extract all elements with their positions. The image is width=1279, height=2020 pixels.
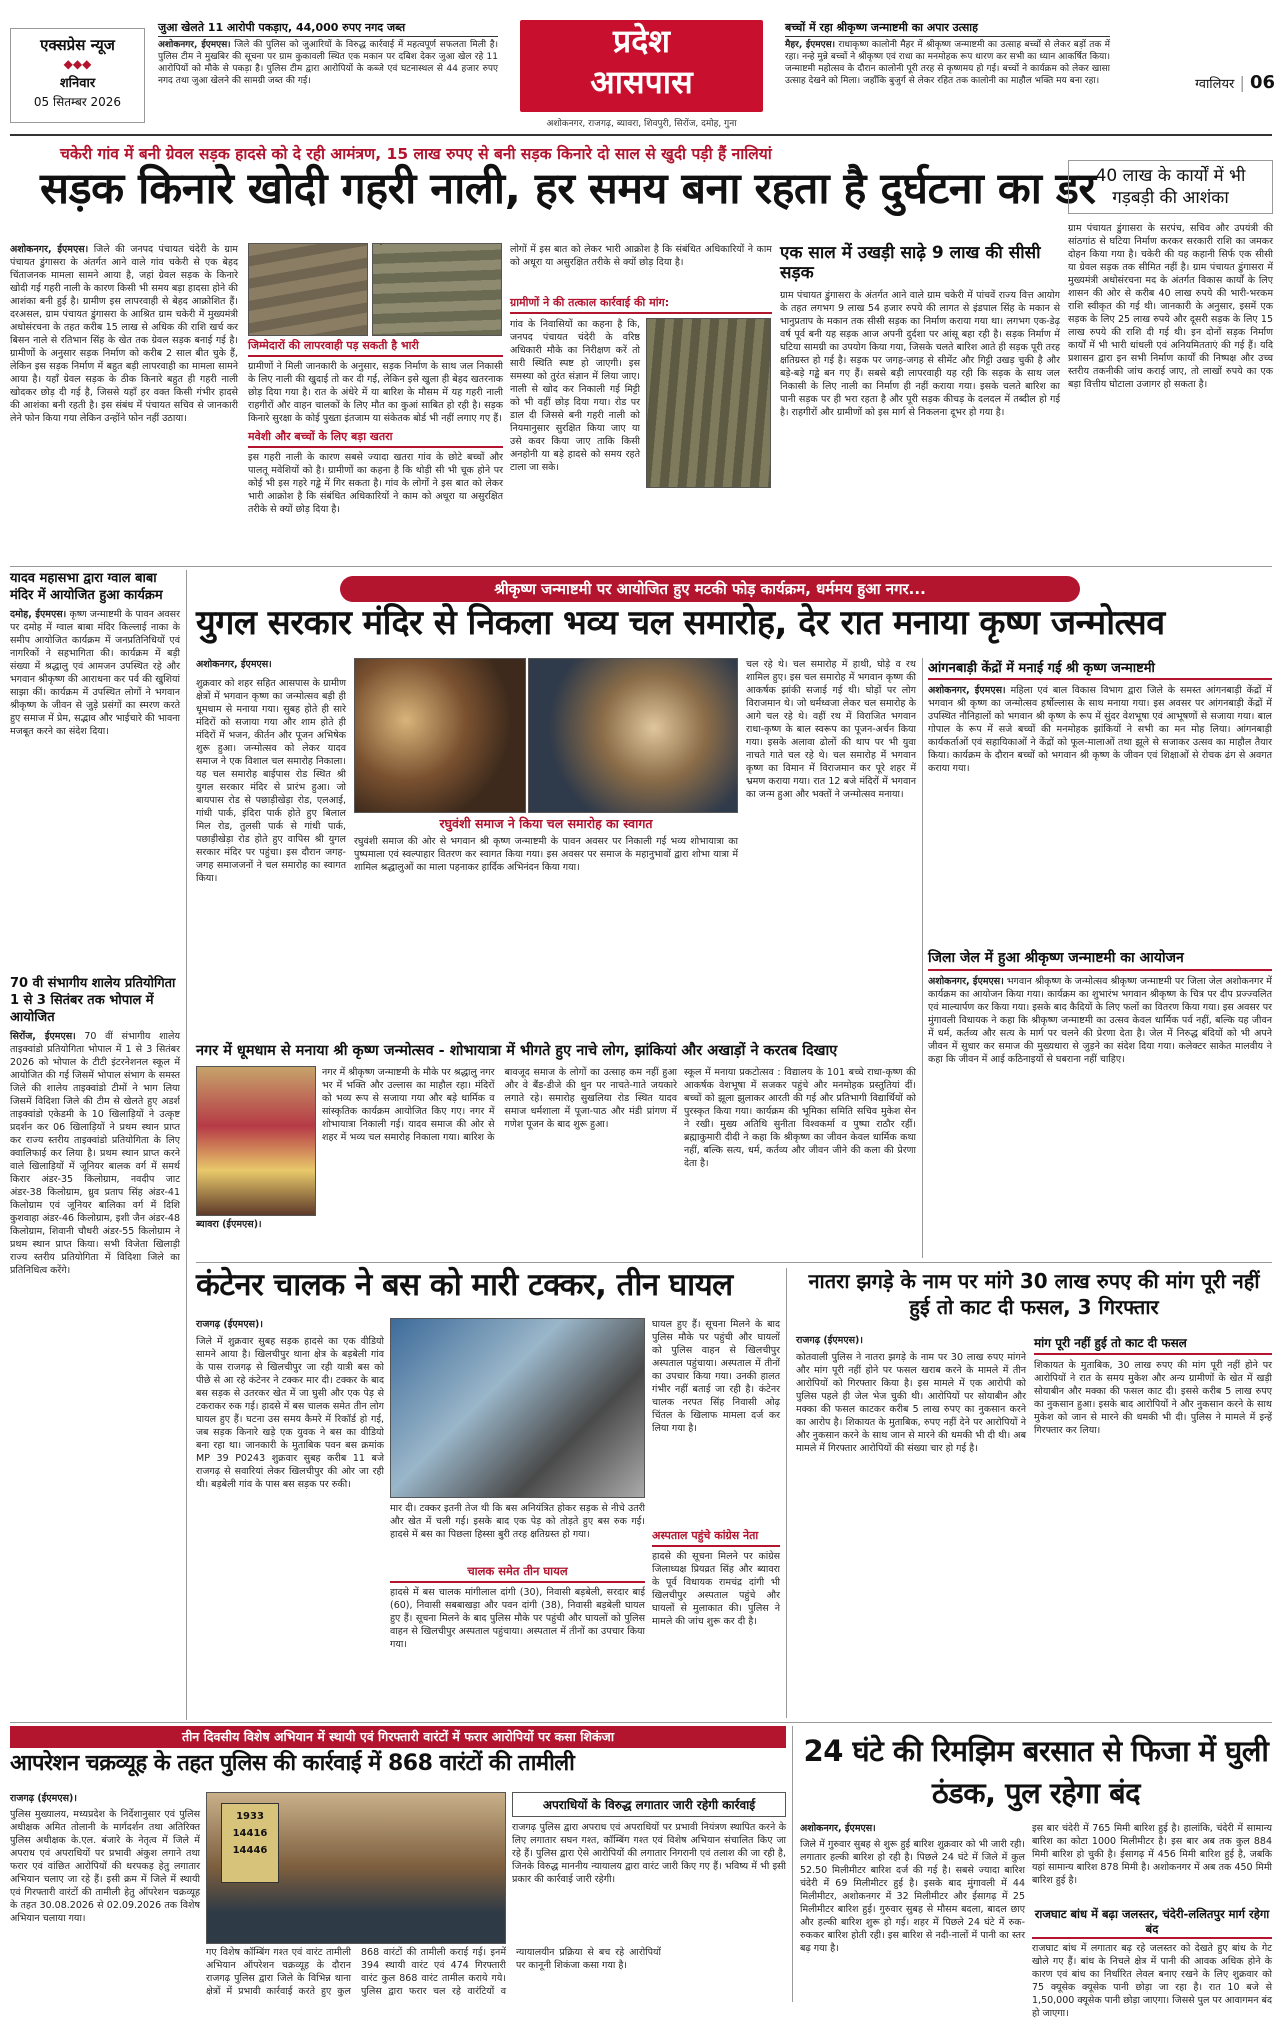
yugal-photo-caption xyxy=(354,815,738,1034)
warrant-body2: गए विशेष कॉम्बिंग गश्त एवं वारंट तामीली अभियान ऑपरेशन चक्रव्यूह के दौरान राजगढ़ पुलिस द्वारा जिले के विभिन्न थाना क्षेत्रों में प्रभावी कार्रवाई करते हुए कुल 868 वारंटों की तामीली कराई गई। इनमें 394 स्थायी वारंट एवं 474 गिरफ्तारी वारंट कुल 868 वारंट तामील कराये गये। पुलिस द्वारा फरार चल रहे वारंटियों व न्यायालयीन प्रक्रिया से बच रहे आरोपियों पर कानूनी शिकंजा कसा गया है। xyxy=(206,1947,661,1997)
jail-dateline: अशोकनगर, ईएमएस। xyxy=(928,976,1004,987)
sports-body: 70 वीं संभागीय शालेय ताइक्वांडो प्रतियोगिता भोपाल में 1 से 3 सितंबर 2026 को भोपाल के टीटी इंटरनेशनल स्कूल में आयोजित की गई जिसमें भोपाल संभाग के समस्त जिले की शालेय ताइक्वांडो टीमों ने भाग लिया जिसमें विदिशा जिले की टीम से खेलते हुए अडर्श ताइक्वांडो एकेडमी के 10 खिलाड़ियों ने उत्कृष्ट प्रदर्शन कर 06 खिलाड़ियों ने प्रथम स्थान प्राप्त कर राज्य स्तरीय ताइक्वांडो प्रतियोगिता के लिए क्वालिफाई कर लिया है। प्रथम स्थान प्राप्त करने वाले खिलाड़ियों में जूनियर बालक वर्ग में समर्थ किरार अंडर-35 किलोग्राम, नवदीप जाट अंडर-38 किलोग्राम, ध्रुव प्रताप सिंह अंडर-41 किलोग्राम एवं जूनियर बालिका वर्ग में दिशि कुशवाहा अंडर-46 किलोग्राम, इशी जैन अंडर-48 किलोग्राम, शिवानी चौधरी अंडर-55 किलोग्राम ने प्रथम स्थान प्राप्त किया। सभी विजेता खिलाड़ी राज्य स्तरीय प्रतियोगिता में विदिशा जिले का प्रतिनिधित्व करेंगे। xyxy=(10,1031,180,1276)
board-line-1: 1933 xyxy=(236,1811,264,1822)
masthead-brand-box xyxy=(10,28,145,123)
nagar-body2: स्कूल में मनाया प्रकटोत्सव : विद्यालय के 101 बच्चे राधा-कृष्ण की आकर्षक वेशभूषा में सजकर पहुंचे और मनमोहक प्रस्तुतियां दीं। बच्चों को झूला झुलाकर आरती की गई और प्रतिभागी विद्यार्थियों को पुरस्कृत किया गया। कार्यक्रम की भूमिका समिति सचिव मुकेश सेन ने रखी। मुख्य अतिथि सुनीता विश्वकर्मा व पुष्पा राठौर रहीं। ब्रह्माकुमारी दीदी ने कहा कि श्रीकृष्ण का जीवन केवल धार्मिक कथा नहीं, बल्कि सत्य, धर्म, कर्तव्य और जीवन जीने की कला की प्रेरणा देता है। xyxy=(684,1067,916,1169)
story1-sub3: ग्रामीणों ने की तत्काल कार्रवाई की मांग: xyxy=(510,295,772,314)
yadav-body: कृष्ण जन्माष्टमी के पावन अवसर पर दमोह में ग्वाल बाबा मंदिर किल्लाई नाका के समीप आयोजित कार्यक्रम में जनप्रतिनिधियों एवं नागरिकों ने सहभागिता की। कार्यक्रम में बड़ी संख्या में श्रद्धालु एवं आमजन उपस्थित रहे और भगवान श्रीकृष्ण की आराधना कर पर्व की खुशियां साझा कीं। कार्यक्रम में उपस्थित लोगों ने भगवान श्रीकृष्ण के जीवन से जुड़े प्रसंगों का स्मरण करते हुए समाज में प्रेम, सद्भाव और भाईचारे की भावना मजबूत करने का संदेश दिया। xyxy=(10,609,180,737)
story3-headline: 40 लाख के कार्यों में भी गड़बड़ी की आशंका xyxy=(1068,160,1273,214)
board-line-2: 14416 xyxy=(232,1828,268,1839)
brief-headline: जुआ खेलते 11 आरोपी पकड़ाए, 44,000 रुपए नगद जब्त xyxy=(158,20,498,37)
masthead-date: 05 सितम्बर 2026 xyxy=(33,95,122,109)
sports-headline: 70 वी संभागीय शालेय प्रतियोगिता 1 से 3 सितंबर तक भोपाल में आयोजित xyxy=(10,976,176,1025)
story1-body2: ग्रामीणों ने मिली जानकारी के अनुसार, सड़क निर्माण के साथ जल निकासी के लिए नाली की खुदाई तो कर दी गई, लेकिन इसे खुला ही बेहद खतरनाक छोड़ दिया गया है। रात के अंधेरे में या बारिश के मौसम में यह गहरी नाली राहगीरों और वाहन चालकों के लिए मौत का कुआं साबित हो रही है। सड़क किनारे सुरक्षा के कोई पुख्ता इंतजाम या संकेतक बोर्ड भी नहीं लगाए गए हैं। xyxy=(248,361,503,424)
board-line-3: 14446 xyxy=(232,1845,268,1856)
anganwadi-dateline: अशोकनगर, ईएमएस। xyxy=(928,685,1006,696)
jail-headline: जिला जेल में हुआ श्रीकृष्ण जन्माष्टमी का आयोजन xyxy=(928,948,1272,971)
yugal-photo-procession xyxy=(354,658,526,813)
yugal-headline: युगल सरकार मंदिर से निकला भव्य चल समारोह, देर रात मनाया कृष्ण जन्मोत्सव xyxy=(196,603,1165,643)
brief-dateline-right: मैहर, ईएमएस। xyxy=(785,40,836,50)
nagar-dateline: ब्यावरा (ईएमएस)। xyxy=(196,1219,262,1230)
warrant-sub1: अपराधियों के विरुद्ध लगातार जारी रहेगी कार्रवाई xyxy=(512,1792,786,1817)
warrant-col1 xyxy=(10,1792,200,2002)
story-jail xyxy=(928,948,1272,1258)
nata-headline: नातरा झगड़े के नाम पर मांगे 30 लाख रुपए की मांग पूरी नहीं हुई तो काट दी फसल, 3 गिरफ्तार xyxy=(808,1269,1260,1319)
nata-sub1: मांग पूरी नहीं हुई तो काट दी फसल xyxy=(1034,1334,1272,1355)
diamond-icon: ◆◆◆ xyxy=(63,57,92,71)
masthead-city: ग्वालियर xyxy=(1195,77,1235,92)
sports-dateline: सिरोंज, ईएमएस। xyxy=(10,1031,76,1042)
nagar-photo-krishna xyxy=(196,1066,316,1216)
story2-headline: एक साल में उखड़ी साढ़े 9 लाख की सीसी सड़क xyxy=(780,243,1041,283)
rain-body2: इस बार चंदेरी में 765 मिमी बारिश हुई है। हालांकि, चंदेरी में सामान्य बारिश का कोटा 1000 मिलीमीटर है। इस बार अब तक कुल 884 मिमी बारिश हो चुकी है। ईसागढ़ में 456 मिमी बारिश हुई है, जबकि यहां सामान्य बारिश 878 मिमी है। अशोकनगर में अब तक 450 मिमी बारिश हुई है। xyxy=(1032,1823,1272,1886)
bus-photo xyxy=(390,1318,645,1498)
janmashtami-band: श्रीकृष्ण जन्माष्टमी पर आयोजित हुए मटकी फोड़ कार्यक्रम, धर्ममय हुआ नगर... xyxy=(340,576,1080,602)
warrant-band: तीन दिवसीय विशेष अभियान में स्थायी एवं गिरफ्तारी वारंटों में फरार आरोपियों पर कसा शिकंजा xyxy=(10,1726,786,1748)
yugal-body: शुक्रवार को शहर सहित आसपास के ग्रामीण क्षेत्रों में भगवान कृष्ण का जन्मोत्सव बड़ी ही धूमधाम से मनाया गया। सुबह होते ही सारे मंदिरों को सजाया गया और शाम होते ही मंदिरों में भजन, कीर्तन और पूजन अभिषेक शुरू हुआ। जन्मोत्सव को लेकर यादव समाज ने एक विशाल चल समारोह निकाला। यह चल समारोह बाईपास रोड स्थित श्री युगल सरकार मंदिर से प्रारंभ हुआ। जो बायपास रोड से पछाड़ीखेड़ा रोड, एलआई, गांधी पार्क, इंदिरा पार्क होते हुए बिलाल मिल रोड, तुलसी पार्क से गांधी पार्क, पछाड़ीखेड़ा रोड होते हुए वापिस श्री युगल सरकार मंदिर पर पहुंचा। इस दौरान जगह-जगह समाजजनों ने चल समारोह का स्वागत किया। xyxy=(196,678,346,884)
bus-body3: हादसे में बस चालक मांगीलाल दांगी (30), निवासी बड़बेली, सरदार बाई (60), निवासी सबबाखड़ा और पवन दांगी (38), निवासी बड़बेली घायल हुए हैं। सूचना मिलने के बाद पुलिस मौके पर पहुंची और घायलों को पुलिस वाहन से खिलचीपुर अस्पताल पहुंचाया। अस्पताल में तीनों का उपचार किया गया। xyxy=(390,1587,645,1650)
warrant-body: पुलिस मुख्यालय, मध्यप्रदेश के निर्देशानुसार एवं पुलिस अधीक्षक अमित तोलानी के मार्गदर्शन तथा अतिरिक्त पुलिस अधीक्षक के.एल. बंजारे के नेतृत्व में जिले में अपराध एवं अपराधियों पर प्रभावी अंकुश लगाने तथा फरार एवं वांछित आरोपियों की धरपकड़ हेतु लगातार अभियान चलाए जा रहे हैं। इसी क्रम में जिले में स्थायी एवं गिरफ्तारी वारंटों की तामीली हेतु ऑपरेशन चक्रव्यूह के तहत 30.08.2026 से 02.09.2026 तक विशेष अभियान चलाया गया। xyxy=(10,1809,200,1924)
anganwadi-body: महिला एवं बाल विकास विभाग द्वारा जिले के समस्त आंगनबाड़ी केंद्रों में भगवान श्री कृष्ण का जन्मोत्सव हर्षोल्लास के साथ मनाया गया। इस अवसर पर आंगनबाड़ी केंद्रों में उपस्थित नौनिहालों को भगवान श्री कृष्ण के रूप में सुंदर वेशभूषा एवं आभूषणों से सजाया गया। बाल गोपाल के रूप में सजे बच्चों की मनमोहक झांकियों ने सभी का मन मोह लिया। आंगनबाड़ी कार्यकर्ताओं एवं सहायिकाओं ने केंद्रों को फूल-मालाओं तथा झूले से सजाकर उत्सव का माहौल तैयार किया। कार्यक्रम के दौरान बच्चों को भगवान श्री कृष्ण के जीवन एवं शिक्षाओं से रोचक ढंग से अवगत कराया गया। xyxy=(928,685,1272,774)
section-banner xyxy=(520,20,763,132)
story1-body3: इस गहरी नाली के कारण सबसे ज्यादा खतरा गांव के छोटे बच्चों और पालतू मवेशियों को है। ग्रामीणों का कहना है कि थोड़ी सी भी चूक होने पर कोई भी इस गहरे गड्ढे में गिर सकता है। गांव के लोगों ने इस बात को लेकर भारी आक्रोश है कि संबंधित अधिकारियों ने काम को अधूरा या असुरक्षित तरीके से क्यों छोड़ दिया है। xyxy=(248,452,503,515)
story3-box xyxy=(1068,160,1273,561)
top-right-brief xyxy=(785,20,1110,122)
story-yadav xyxy=(10,570,180,970)
bus-sub1-wrap xyxy=(390,1564,645,1714)
story1-sub1: जिम्मेदारों की लापरवाही पड़ सकती है भारी xyxy=(248,338,503,357)
warrant-photo xyxy=(206,1792,506,1944)
rain-headline: 24 घंटे की रिमझिम बरसात से फिजा में घुली ठंडक, पुल रहेगा बंद xyxy=(803,1734,1269,1810)
nata-body: कोतवाली पुलिस ने नातरा झगड़े के नाम पर 30 लाख रुपए मांगने और मांग पूरी नहीं होने पर फसल खराब करने के मामले में तीन आरोपियों को गिरफ्तार किया है। इस मामले में एक आरोपी को पुलिस पहले ही जेल भेज चुकी थी। आरोपियों पर सोयाबीन और मक्का की फसल काटकर करीब 5 लाख रुपए का नुकसान करने का आरोप है। शिकायत के मुताबिक, रुपए नहीं देने पर आरोपियों ने और नुकसान करने के साथ जान से मारने की धमकी भी दी थी। अब मामले में गिरफ्तार आरोपियों की संख्या चार हो गई है। xyxy=(796,1352,1026,1454)
warrant-headline: आपरेशन चक्रव्यूह के तहत पुलिस की कार्रवाई में 868 वारंटों की तामीली xyxy=(10,1751,575,1776)
brief-headline-right: बच्चों में रहा श्रीकृष्ण जन्माष्टमी का अपार उत्साह xyxy=(785,20,1110,37)
brief-body-right: राधाकृष्ण कालोनी मैहर में श्रीकृष्ण जन्माष्टमी का उत्साह बच्चों से लेकर बड़ों तक में रहा। नन्हे मुन्ने बच्चों ने श्रीकृष्ण एवं राधा का मनमोहक रूप धारण कर सभी का ध्यान आकर्षित किया। जन्माष्टमी महोत्सव के दौरान कालोनी पूरी तरह से कृष्णमय हो गई। बच्चों ने कार्यक्रम को लेकर खासा उत्साह देखने को मिला। जहाँकि बुजुर्ग से लेकर रहित तक कालोनी का माहौल भक्ति मय बना रहा। xyxy=(785,40,1110,86)
story1-sub2: मवेशी और बच्चों के लिए बड़ा खतरा xyxy=(248,429,503,448)
warrant-col3 xyxy=(512,1792,786,2002)
story2-box xyxy=(780,243,1060,561)
nata-dateline: राजगढ़ (ईएमएस)। xyxy=(796,1335,863,1346)
story1-headline: सड़क किनारे खोदी गहरी नाली, हर समय बना रहता है दुर्घटना का डर xyxy=(40,164,1096,214)
bus-dateline: राजगढ़ (ईएमएस)। xyxy=(196,1319,263,1330)
yugal-col1 xyxy=(196,658,346,1034)
bus-col1 xyxy=(196,1318,384,1718)
rain-col2 xyxy=(1032,1822,1272,2019)
bus-sub1: चालक समेत तीन घायल xyxy=(390,1564,645,1583)
rain-body: जिले में गुरुवार सुबह से शुरू हुई बारिश शुक्रवार को भी जारी रही। लगातार हल्की बारिश हो रही है। पिछले 24 घंटे में जिले में कुल 52.50 मिलीमीटर बारिश दर्ज की गई है। सबसे ज्यादा बारिश चंदेरी में 69 मिलीमीटर हुई है। इसके बाद मुंगावली में 44 मिलीमीटर, अशोकनगर में 32 मिलीमीटर और ईसागढ़ में 25 मिलीमीटर बारिश हुई। गुरुवार सुबह से मौसम बदला, बादल छाए और हल्की बारिश शुरू हो गई। शहर में पिछले 24 घंटे में रुक-रुककर बारिश होती रही। इस बारिश से नदी-नालों में पानी का स्तर बढ़ गया है। xyxy=(800,1839,1025,1954)
bus-body2: मार दी। टक्कर इतनी तेज थी कि बस अनियंत्रित होकर सड़क से नीचे उतरी और खेत में चली गई। इसके बाद एक पेड़ को तोड़ते हुए बस रुक गई। हादसे में बस का पिछला हिस्सा बुरी तरह क्षतिग्रस्त हो गया। xyxy=(390,1503,645,1540)
page-city-number: ग्वालियर | 06 xyxy=(1195,72,1275,93)
rain-dateline: अशोकनगर, ईएमएस। xyxy=(800,1823,876,1834)
story1-kicker: चकेरी गांव में बनी ग्रेवल सड़क हादसे को दे रही आमंत्रण, 15 लाख रुपए से बनी सड़क किनारे दो साल से खुदी पड़ी हैं नालियां xyxy=(60,145,772,163)
bus-body: जिले में शुक्रवार सुबह सड़क हादसे का एक वीडियो सामने आया है। खिलचीपुर थाना क्षेत्र के बड़बेली गांव के पास राजगढ़ से खिलचीपुर जा रही यात्री बस को पीछे से आ रहे कंटेनर ने टक्कर मार दी। टक्कर के बाद बस सड़क से उतरकर खेत में जा घुसी और एक पेड़ से टकराकर रुक गई। हादसे में बस चालक समेत तीन लोग घायल हुए हैं। घटना उस समय कैमरे में रिकॉर्ड हो गई, जब सड़क किनारे खड़े एक युवक ने बस का वीडियो बना रहा था। जानकारी के मुताबिक पवन बस क्रमांक MP 39 P0243 शुक्रवार सुबह करीब 11 बजे राजगढ़ से सवारियां लेकर खिलचीपुर की ओर जा रही थी। बड़बेली गांव के पास बस सड़क पर रुकी। xyxy=(196,1336,384,1490)
warrant-dateline: राजगढ़ (ईएमएस)। xyxy=(10,1793,77,1804)
jail-body: भगवान श्रीकृष्ण के जन्मोत्सव श्रीकृष्ण जन्माष्टमी पर जिला जेल अशोकनगर में कार्यक्रम का आयोजन किया गया। कार्यक्रम का शुभारंभ भगवान श्रीकृष्ण के चित्र पर दीप प्रज्ज्वलित एवं माल्यार्पण कर किया गया। इसके बाद कैदियों के लिए फलों का वितरण किया गया। इस अवसर पर मुंगावली विधायक ने कहा कि श्रीकृष्ण जन्माष्टमी का उत्सव केवल धार्मिक पर्व नहीं, बल्कि यह जीवन में धर्म, कर्तव्य और सत्य के मार्ग पर चलने की प्रेरणा देता है। जेल में निरुद्ध बंदियों को भी अपने जीवन में सुधार कर समाज की मुख्यधारा से जुड़ने का संदेश दिया गया। कलेक्टर साकेत मालवीय ने कहा कि जीवन में आई कठिनाइयों से घबराना नहीं चाहिए। xyxy=(928,976,1272,1065)
story1-col3 xyxy=(510,243,772,561)
section-districts: अशोकनगर, राजगढ़, ब्यावरा, शिवपुरी, सिरोंज, दमोह, गुना xyxy=(546,119,737,129)
story-anganwadi xyxy=(928,658,1272,944)
yadav-dateline: दमोह, ईएमएस। xyxy=(10,609,67,620)
bus-body3b: घायल हुए हैं। सूचना मिलने के बाद पुलिस मौके पर पहुंची और घायलों को पुलिस वाहन से खिलचीपुर अस्पताल पहुंचाया। अस्पताल में तीनों का उपचार किया गया। उनकी हालत गंभीर नहीं बताई जा रही है। कंटेनर चालक नरपत सिंह निवासी ओढ़ चिंतल के खिलाफ मामला दर्ज कर लिया गया है। xyxy=(652,1319,780,1434)
story1-photo-road-1 xyxy=(248,243,368,336)
brand-name: एक्सप्रेस न्यूज xyxy=(40,36,115,54)
yugal-caption-head: रघुवंशी समाज ने किया चल समारोह का स्वागत xyxy=(439,816,653,831)
section-title-2: आसपास xyxy=(590,63,693,101)
story1-dateline: अशोकनगर, ईएमएस। xyxy=(10,244,89,255)
rain-col1 xyxy=(800,1822,1025,2002)
nata-col2 xyxy=(1034,1334,1272,1718)
bus-body4: हादसे की सूचना मिलने पर कांग्रेस जिलाध्यक्ष प्रियव्रत सिंह और ब्यावरा के पूर्व विधायक रामचंद्र दांगी भी खिलचीपुर अस्पताल पहुंचे और घायलों से मुलाकात की। पुलिस ने मामले की जांच शुरू कर दी है। xyxy=(652,1551,780,1627)
story1-body4: गांव के निवासियों का कहना है कि, जनपद पंचायत चंदेरी के वरिष्ठ अधिकारी मौके का निरीक्षण करें तो सारी स्थिति स्पष्ट हो जाएगी। इस समस्या को तुरंत संज्ञान में लिया जाए। नाली से खोद कर निकाली गई मिट्टी को भी वहीं छोड़ दिया गया। रोड पर डाल दी जिससे बनी गहरी नाली को नियमानुसार सुरक्षित किया जाए या उसे कवर किया जाए ताकि किसी अनहोनी या बड़े हादसे को समय रहते टाला जा सके। xyxy=(510,319,640,473)
anganwadi-headline: आंगनबाड़ी केंद्रों में मनाई गई श्री कृष्ण जन्माष्टमी xyxy=(928,658,1272,680)
yadav-headline: यादव महासभा द्वारा ग्वाल बाबा मंदिर में आयोजित हुआ कार्यक्रम xyxy=(10,571,163,603)
story-sports xyxy=(10,975,180,1715)
bus-sub2: अस्पताल पहुंचे कांग्रेस नेता xyxy=(652,1528,780,1547)
story1-body3b: लोगों में इस बात को लेकर भारी आक्रोश है कि संबंधित अधिकारियों ने काम को अधूरा या असुरक्षित तरीके से क्यों छोड़ दिया है। xyxy=(510,244,772,268)
story1-text: जिले की जनपद पंचायत चंदेरी के ग्राम पंचायत डुंगासरा के अंतर्गत आने वाले गांव चकेरी से एक बेहद चिंताजनक मामला सामने आया है, जहां ग्रेवल सड़क के किनारे खोदी गई गहरी नाली के कारण किसी भी समय बड़ा हादसा होने की आशंका बनी हुई है। ग्रामीण इस लापरवाही से बेहद आक्रोशित हैं। दरअसल, ग्राम पंचायत डुंगासरा के आश्रित ग्राम चकेरी में मुख्यमंत्री अधोसंरचना के तहत करीब 15 लाख से अधिक की राशि खर्च कर बिसन नाले से रतिभान सिंह के खेत तक ग्रेवल सड़क बनाई गई है। ग्रामीणों के अनुसार सड़क निर्माण को करीब 2 साल बीत चुके हैं, लेकिन इस सड़क निर्माण में बहुत बड़ी लापरवाही का मामला सामने आया है। यहाँ ग्रेवल सड़क के ठीक किनारे बहुत ही गहरी नाली खोदकर छोड़ दी गई है, जिससे यहाँ हर वक्त किसी गंभीर हादसे की आशंका बनी रहती है। इस संबंध में पंचायत सचिव से जानकारी लेने फोन किया गया लेकिन उन्होंने फोन नहीं उठाया। xyxy=(10,244,238,424)
brief-dateline: अशोकनगर, ईएमएस। xyxy=(158,40,231,50)
story1-photo-road-4 xyxy=(646,318,771,488)
nata-body2: शिकायत के मुताबिक, 30 लाख रुपए की मांग पूरी नहीं होने पर आरोपियों ने रात के समय मुकेश और अन्य ग्रामीणों के खेत में खड़ी सोयाबीन और मक्का की फसल काट दी। इससे करीब 5 लाख रुपए का नुकसान हुआ। इसके बाद आरोपियों ने और नुकसान करने के साथ मुकेश को जान से मारने की धमकी भी दी। पुलिस ने मामले में इन्हें गिरफ्तार कर लिया। xyxy=(1034,1360,1272,1436)
rain-body3: राजघाट बांध में लगातार बढ़ रहे जलस्तर को देखते हुए बांध के गेट खोले गए हैं। बांध के निचले क्षेत्र में पानी की आवक अधिक होने के कारण एवं बांध का निर्धारित लेवल बनाए रखने के लिए शुक्रवार को 75 क्यूसेक क्यूसेक पानी छोड़ा जा रहा है। रात 10 बजे से 1,50,000 क्यूसेक पानी छोड़ा जाएगा। जिससे पुल पर आवागमन बंद हो जाएगा। xyxy=(1032,1943,1272,2019)
bus-headline: कंटेनर चालक ने बस को मारी टक्कर, तीन घायल xyxy=(196,1267,733,1303)
yugal-caption-body: रघुवंशी समाज की ओर से भगवान श्री कृष्ण जन्माष्टमी के पावन अवसर पर निकाली गई भव्य शोभायात्रा का पुष्पमाला एवं स्वल्पाहार वितरण कर स्वागत किया गया। इस अवसर पर समाज के महानुभावों द्वारा शोभा यात्रा में शामिल श्रद्धालुओं का माला पहनाकर हार्दिक अभिनंदन किया गया। xyxy=(354,836,738,873)
yugal-dateline: अशोकनगर, ईएमएस। xyxy=(196,659,272,670)
story1-body xyxy=(10,243,238,561)
nagar-body: नगर में श्रीकृष्ण जन्माष्टमी के मौके पर श्रद्धालु नगर भर में भक्ति और उल्लास का माहौल रहा। मंदिरों को भव्य रूप से सजाया गया और बड़े धार्मिक व सांस्कृतिक कार्यक्रम आयोजित किए गए। नगर में शोभायात्रा निकाली गई। यादव समाज की ओर से शहर में भव्य चल समारोह निकाला गया। बारिश के बावजूद समाज के लोगों का उत्साह कम नहीं हुआ और वे बैंड-डीजे की धुन पर नाचते-गाते जयकारे लगाते रहे। समारोह सुखलिया रोड स्थित यादव समाज धर्मशाला में पूजा-पाठ और मंडी प्रांगण में गणेश पूजन के बाद शुरू हुआ। xyxy=(322,1067,677,1143)
nata-col1 xyxy=(796,1334,1026,1718)
story2-body: ग्राम पंचायत डुंगासरा के अंतर्गत आने वाले ग्राम चकेरी में पांचवें राज्य वित्त आयोग के तहत लगभग 9 लाख 54 हजार रुपये की लागत से इंडपाल सिंह के मकान से भानुप्रताप के मकान तक सीसी सड़क का निर्माण कराया गया था। लगभग एक-डेढ़ वर्ष पूर्व बनी यह सड़क आज अपनी दुर्दशा पर आंसू बहा रही है। सड़क निर्माण में घटिया सामग्री का उपयोग किया गया, जिसके चलते बारिश आते ही सड़क पूरी तरह क्षतिग्रस्त हो गई है। सड़क पर जगह-जगह से सीमेंट और गिट्टी उखड़ चुकी है और बड़े-बड़े गड्ढे बन गए हैं। सबसे बड़ी लापरवाही यह रही कि सड़क के साथ जल निकासी के लिए नाली का निर्माण ही नहीं कराया गया। इसके चलते बारिश का पानी सड़क पर ही भरा रहता है और पूरी सड़क कीचड़ के दलदल में तब्दील हो गई है। राहगीरों और ग्रामीणों को इस मार्ग से निकलना दूभर हो गया है। xyxy=(780,290,1060,418)
story1-photo-road-3 xyxy=(380,243,382,245)
story3-body: ग्राम पंचायत डुंगासरा के सरपंच, सचिव और उपयंत्री की सांठगांठ से घटिया निर्माण करकर सरकारी राशि का जमकर दोहन किया गया है। चकेरी की यह कहानी सिर्फ एक सीसी या ग्रेवल सड़क तक सीमित नहीं है। ग्राम पंचायत डुंगासरा में मुख्यमंत्री अधोसंरचना मद के अंतर्गत विकास कार्यों के लिए शासन की ओर से करीब 40 लाख रुपये की भारी-भरकम राशि स्वीकृत की गई थी। जानकारी के अनुसार, इसमें एक सड़क के लिए 25 लाख रुपये और दूसरी सड़क के लिए 15 लाख रुपये की राशि दी गई थी। इन दोनों सड़क निर्माण कार्यों में भी भारी धांधली एवं अनियमितताएं की गई हैं। यदि प्रशासन द्वारा इन सभी निर्माण कार्यों की निष्पक्ष और उच्च स्तरीय तकनीकी जांच कराई जाए, तो लाखों रुपये का एक बड़ा वित्तीय घोटाला उजागर हो सकता है। xyxy=(1068,223,1273,390)
yugal-col-right: चल रहे थे। चल समारोह में हाथी, घोड़े व रथ शामिल हुए। इस चल समारोह में भगवान कृष्ण की आकर्षक झांकी सजाई गई थी। घोड़ों पर लोग विराजमान थे। जो धर्मध्वजा लेकर चल समारोह के आगे चल रहे थे। वहीं रथ में विराजित भगवान राधा-कृष्ण के बाल स्वरूप का पूजन-अर्चन किया गया। इसके अलावा ढोलों की थाप पर भी युवा नाचते गाते चल रहे थे। चल समारोह में भगवान कृष्ण का विमान में विराजमान कर पूरे शहर में भ्रमण कराया गया। रात 12 बजे मंदिरों में भगवान का जन्म हुआ और भक्तों ने जन्मोत्सव मनाया। xyxy=(746,659,916,800)
section-title-1: प्रदेश xyxy=(613,22,670,60)
story1-body2-wrap xyxy=(248,338,503,560)
warrant-body3: राजगढ़ पुलिस द्वारा अपराध एवं अपराधियों पर प्रभावी नियंत्रण स्थापित करने के लिए लगातार सघन गश्त, कॉम्बिंग गश्त एवं विशेष अभियान संचालित किए जा रहे हैं। पुलिस द्वारा ऐसे आरोपियों की लगातार निगरानी एवं तलाश की जा रही है, जिनके विरुद्ध माननीय न्यायालय द्वारा वारंट जारी किए गए हैं। भविष्य में भी इसी प्रकार की कार्रवाई जारी रहेगी। xyxy=(512,1822,786,1885)
page-number: 06 xyxy=(1249,72,1275,93)
masthead-day: शनिवार xyxy=(59,76,96,91)
top-left-brief xyxy=(158,20,498,122)
nagar-headline: नगर में धूमधाम से मनाया श्री कृष्ण जन्मोत्सव - शोभायात्रा में भीगते हुए नाचे लोग, झांकियां और अखाड़ों ने करतब दिखाए xyxy=(196,1043,838,1059)
brief-body: जिले की पुलिस को जुआरियों के विरुद्ध कार्रवाई में महत्वपूर्ण सफलता मिली है। पुलिस टीम ने मुखबिर की सूचना पर ग्राम कुकावली स्थित एक मकान पर दबिश देकर जुआ खेल रहे 11 आरोपियों को मौके से पकड़ा है। पुलिस टीम द्वारा आरोपियों के कब्जे एवं घटनास्थल से 44 हजार रुपए नगद तथा जुआ खेलने की सामग्री जब्त की गई। xyxy=(158,40,499,86)
rain-sub1: राजघाट बांध में बढ़ा जलस्तर, चंदेरी-ललितपुर मार्ग रहेगा बंद xyxy=(1032,1907,1272,1939)
story1-photo-road-2 xyxy=(372,243,502,336)
bus-col3 xyxy=(652,1318,780,1718)
yugal-photo-group xyxy=(528,658,738,813)
warrant-board xyxy=(221,1803,279,1883)
